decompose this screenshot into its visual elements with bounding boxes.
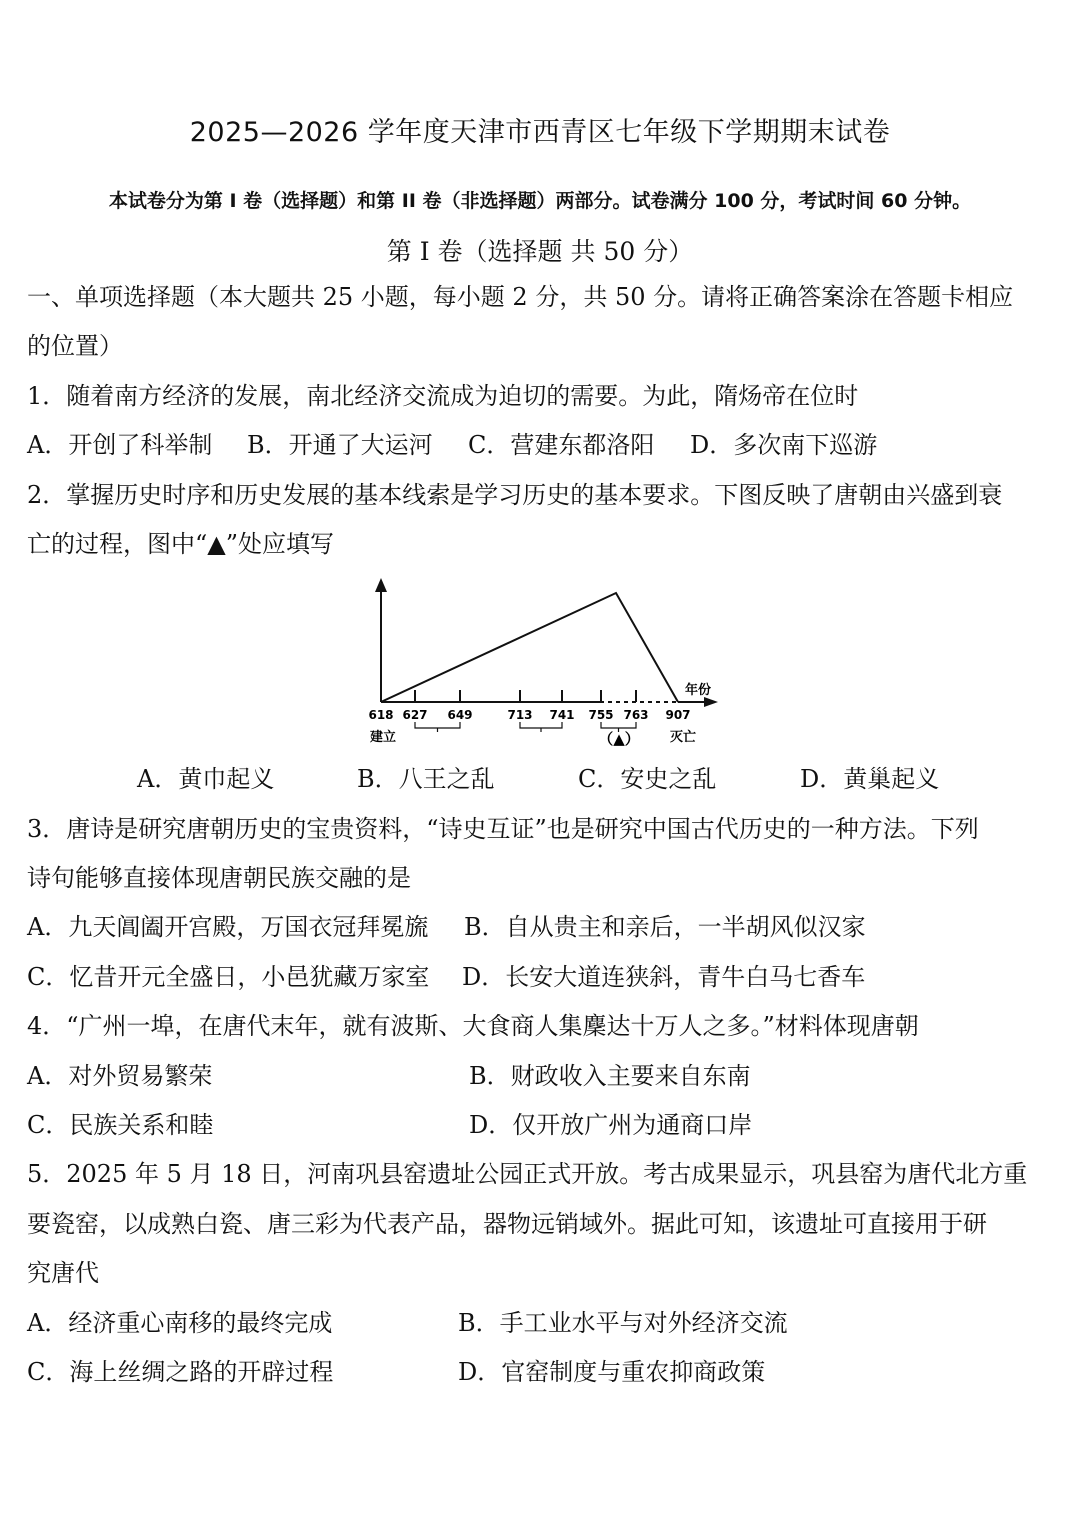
q5-option-b: B．手工业水平与对外经济交流 bbox=[458, 1309, 788, 1337]
q5-option-d: D．官窑制度与重农抑商政策 bbox=[458, 1358, 766, 1386]
x-tick-label: 763 bbox=[623, 708, 649, 722]
q2-option-d: D．黄巢起义 bbox=[800, 765, 940, 793]
q3-option-c: C．忆昔开元全盛日，小邑犹藏万家室 bbox=[27, 963, 430, 991]
q5-option-c: C．海上丝绸之路的开辟过程 bbox=[27, 1358, 334, 1386]
q4-option-a: A．对外贸易繁荣 bbox=[27, 1062, 213, 1090]
q1-option-a: A．开创了科举制 bbox=[27, 431, 213, 459]
q5-stem-line-1: 5．2025 年 5 月 18 日，河南巩县窑遗址公园正式开放。考古成果显示，巩县窑为唐代北方重 bbox=[27, 1160, 1028, 1188]
period-bracket bbox=[520, 722, 562, 732]
x-tick-label: 907 bbox=[665, 708, 691, 722]
period-bracket bbox=[415, 722, 460, 732]
q1-option-d: D．多次南下巡游 bbox=[690, 431, 878, 459]
q1-option-c: C．营建东都洛阳 bbox=[468, 431, 655, 459]
tang-timeline-chart bbox=[0, 572, 1080, 752]
q4-option-d: D．仅开放广州为通商口岸 bbox=[469, 1111, 753, 1139]
trend-line bbox=[381, 593, 678, 702]
q3-stem-line-2: 诗句能够直接体现唐朝民族交融的是 bbox=[27, 864, 411, 892]
x-axis-label: 年份 bbox=[684, 683, 712, 698]
exam-intro: 本试卷分为第 I 卷（选择题）和第 II 卷（非选择题）两部分。试卷满分 100 分，考试时间 60 分钟。 bbox=[108, 190, 972, 212]
x-tick-label: 713 bbox=[507, 708, 533, 722]
q2-option-c: C．安史之乱 bbox=[578, 765, 717, 793]
x-tick-label: 627 bbox=[402, 708, 428, 722]
instruction-line-1: 一、单项选择题（本大题共 25 小题，每小题 2 分，共 50 分。请将正确答案涂在答题卡相应 bbox=[27, 283, 1014, 311]
start-label: 建立 bbox=[369, 730, 397, 745]
q5-stem-line-3: 究唐代 bbox=[27, 1259, 99, 1287]
x-tick-label: 618 bbox=[368, 708, 394, 722]
instruction-line-2: 的位置） bbox=[27, 332, 123, 360]
q5-option-a: A．经济重心南移的最终完成 bbox=[27, 1309, 333, 1337]
q3-option-b: B．自从贵主和亲后，一半胡风似汉家 bbox=[464, 913, 866, 941]
q3-option-d: D．长安大道连狭斜，青牛白马七香车 bbox=[462, 963, 866, 991]
x-tick-label: 741 bbox=[549, 708, 575, 722]
q4-option-b: B．财政收入主要来自东南 bbox=[469, 1062, 751, 1090]
q2-stem-line-2: 亡的过程，图中“▲”处应填写 bbox=[27, 530, 334, 558]
exam-title: 2025—2026 学年度天津市西青区七年级下学期期末试卷 bbox=[189, 117, 891, 148]
q2-option-b: B．八王之乱 bbox=[357, 765, 495, 793]
q5-stem-line-2: 要瓷窑，以成熟白瓷、唐三彩为代表产品，器物远销域外。据此可知，该遗址可直接用于研 bbox=[27, 1210, 987, 1238]
marker-label: （▲） bbox=[598, 730, 640, 748]
q4-option-c: C．民族关系和睦 bbox=[27, 1111, 214, 1139]
q4-stem: 4．“广州一埠，在唐代末年，就有波斯、大食商人集麇达十万人之多。”材料体现唐朝 bbox=[27, 1012, 919, 1040]
x-tick-label: 755 bbox=[588, 708, 614, 722]
q3-option-a: A．九天阊阖开宫殿，万国衣冠拜冕旒 bbox=[27, 913, 429, 941]
q1-stem: 1．随着南方经济的发展，南北经济交流成为迫切的需要。为此，隋炀帝在位时 bbox=[27, 382, 859, 410]
y-axis-arrow bbox=[375, 578, 387, 592]
q2-option-a: A．黄巾起义 bbox=[137, 765, 275, 793]
q3-stem-line-1: 3．唐诗是研究唐朝历史的宝贵资料，“诗史互证”也是研究中国古代历史的一种方法。下列 bbox=[27, 815, 979, 843]
q1-option-b: B．开通了大运河 bbox=[247, 431, 433, 459]
x-axis-arrow bbox=[704, 697, 718, 707]
end-label: 灭亡 bbox=[669, 730, 697, 745]
section-heading: 第 I 卷（选择题 共 50 分） bbox=[386, 237, 694, 266]
x-tick-label: 649 bbox=[447, 708, 473, 722]
q2-stem-line-1: 2．掌握历史时序和历史发展的基本线索是学习历史的基本要求。下图反映了唐朝由兴盛到衰 bbox=[27, 481, 1003, 509]
